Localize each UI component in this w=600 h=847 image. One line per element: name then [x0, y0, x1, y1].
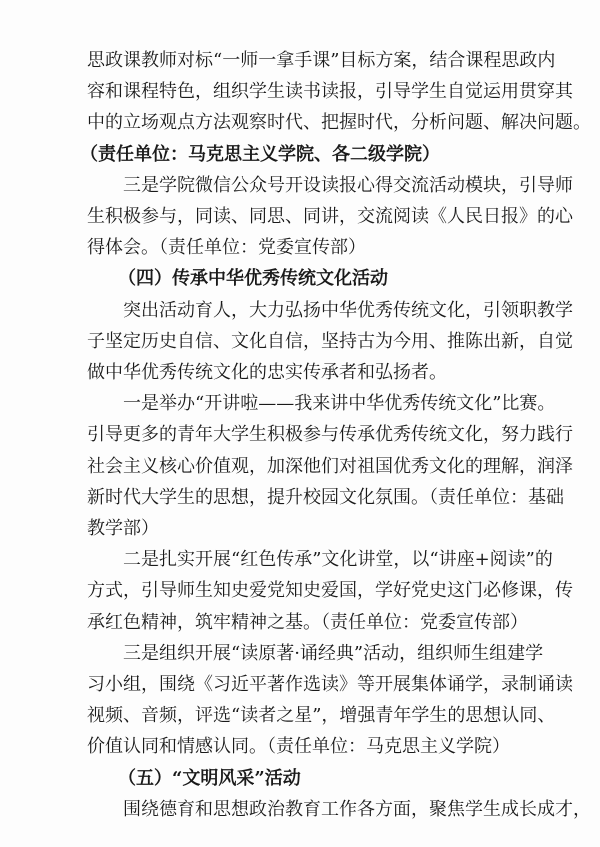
body-text-line: 新时代大学生的思想，提升校园文化氛围。（责任单位：基础 — [87, 486, 564, 508]
body-text-line: 中的立场观点方法观察时代、把握时代，分析问题、解决问题。 — [87, 112, 591, 134]
paragraph-start-line: 围绕德育和思想政治教育工作各方面，聚焦学生成长成才， — [123, 798, 591, 820]
body-text-line: 习小组，围绕《习近平著作选读》等开展集体诵学，录制诵读 — [87, 674, 573, 695]
body-text-line: 得体会。（责任单位：党委宣传部） — [87, 237, 366, 259]
body-text-line: 生积极参与，同读、同思、同讲，交流阅读《人民日报》的心 — [87, 206, 573, 227]
paragraph-start-line: 三是学院微信公众号开设读报心得交流活动模块，引导师 — [123, 174, 573, 196]
section-heading-5: （五）“文明风采”活动 — [118, 767, 301, 789]
body-text-line: 价值认同和情感认同。（责任单位：马克思主义学院） — [87, 736, 510, 758]
body-text-line: 子坚定历史自信、文化自信，坚持古为今用、推陈出新，自觉 — [87, 330, 573, 352]
body-text-line: 做中华优秀传统文化的忠实传承者和弘扬者。 — [87, 362, 447, 383]
body-text-line: 方式，引导师生知史爱党知史爱国，学好党史这门必修课，传 — [87, 580, 573, 602]
body-text-line: 容和课程特色，组织学生读书读报，引导学生自觉运用贯穿其 — [87, 81, 573, 103]
body-text-line: 视频、音频，评选“读者之星”，增强青年学生的思想认同、 — [87, 705, 556, 727]
paragraph-start-line: 二是扎实开展“红色传承”文化讲堂，以“讲座+阅读”的 — [123, 549, 553, 571]
paragraph-start-line: 一是举办“开讲啦——我来讲中华优秀传统文化”比赛。 — [123, 393, 556, 415]
body-text-line: 教学部） — [87, 518, 159, 539]
section-heading-4: （四）传承中华优秀传统文化活动 — [118, 268, 388, 290]
body-text-line: 思政课教师对标“一师一拿手课”目标方案，结合课程思政内 — [87, 50, 556, 71]
body-text-line: 承红色精神，筑牢精神之基。（责任单位：党委宣传部） — [87, 611, 528, 633]
body-text-line: 社会主义核心价值观，加深他们对祖国优秀文化的理解，润泽 — [87, 455, 573, 477]
body-text-line: 引导更多的青年大学生积极参与传承优秀传统文化，努力践行 — [87, 424, 573, 446]
responsibility-note: （责任单位：马克思主义学院、各二级学院） — [80, 143, 440, 165]
paragraph-start-line: 三是组织开展“读原著·诵经典”活动，组织师生组建学 — [123, 642, 544, 664]
paragraph-start-line: 突出活动育人，大力弘扬中华优秀传统文化，引领职教学 — [123, 299, 573, 321]
